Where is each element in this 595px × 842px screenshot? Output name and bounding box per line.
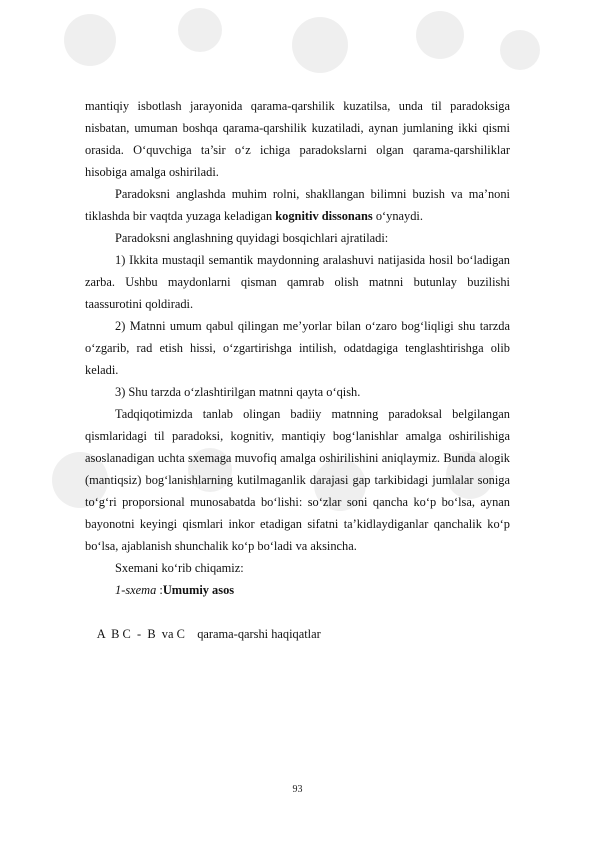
paragraph-scheme-intro <box>85 557 510 579</box>
list-item-2 <box>85 315 510 381</box>
list-item-3-text: 3) Shu tarzda o‘zlashtirilgan matnni qayta o‘qish. <box>115 385 361 399</box>
paragraph-scheme-intro-text: Sxemani ko‘rib chiqamiz: <box>115 561 244 575</box>
list-item-3 <box>85 381 510 403</box>
paragraph-2 <box>85 183 510 227</box>
scheme-title: Umumiy asos <box>162 583 235 597</box>
paragraph-3 <box>85 227 510 249</box>
scheme-separator: : <box>156 583 163 597</box>
term-kognitiv-dissonans: kognitiv dissonans <box>275 209 373 223</box>
paragraph-2-text-after: o‘ynaydi. <box>372 209 423 223</box>
scheme-formula-text: A B C - B va C qarama-qarshi haqiqatlar <box>96 627 321 641</box>
paragraph-research-text: Tadqiqotimizda tanlab olingan badiiy matnning paradoksal belgilangan qismlaridagi til paradoksi, kognitiv, mantiqiy bog‘lanishlar amalga oshirilishiga asoslanadigan uchta sxemaga muvofiq amalga oshirilishini aniqlaymiz. Bunda alogik (mantiqsiz) bog‘lanishlarning kutilmaganlik darajasi gap tarkibidagi jumlalar soniga to‘g‘ri proporsional munosabatda bo‘lishi: so‘zlar soni qancha ko‘p bo‘lsa, aynan bayonotni keyingi qismlari inkor etadigan sifatni ta’kidlaydiganlar qanchalik ko‘p bo‘lsa, ajablanish shunchalik ko‘p bo‘ladi va aksincha. <box>85 407 510 553</box>
paragraph-1 <box>85 95 510 183</box>
list-item-1-text: 1) Ikkita mustaqil semantik maydonning aralashuvi natijasida hosil bo‘ladigan zarba. Ushbu maydonlarni qisman qamrab olish matnni butunlay buzilishi taassurotini qoldiradi. <box>85 253 510 311</box>
paragraph-research <box>85 403 510 557</box>
scheme-heading <box>85 579 510 601</box>
document-body <box>85 95 510 667</box>
scheme-label: 1-sxema <box>115 583 157 597</box>
scheme-formula <box>85 601 510 667</box>
paragraph-2-text-before: Paradoksni anglashda muhim rolni, shakllangan bilimni buzish va ma’noni tiklashda bir vaqtda yuzaga keladigan <box>85 187 510 223</box>
page-number: 93 <box>292 784 303 795</box>
paragraph-3-text: Paradoksni anglashning quyidagi bosqichlari ajratiladi: <box>115 231 389 245</box>
list-item-1 <box>85 249 510 315</box>
list-item-2-text: 2) Matnni umum qabul qilingan me’yorlar bilan o‘zaro bog‘liqligi shu tarzda o‘zgarib, rad etish hissi, o‘zgartirishga intilish, odatdagiga tenglashtirishga olib keladi. <box>85 319 510 377</box>
paragraph-1-text: mantiqiy isbotlash jarayonida qarama-qarshilik kuzatilsa, unda til paradoksiga nisbatan, umuman boshqa qarama-qarshilik kuzatiladi, aynan jumlaning ikki qismi orasida. O‘quvchiga ta’sir o‘z ichiga paradokslarni olgan qarama-qarshiliklar hisobiga amalga oshiriladi. <box>85 99 510 179</box>
